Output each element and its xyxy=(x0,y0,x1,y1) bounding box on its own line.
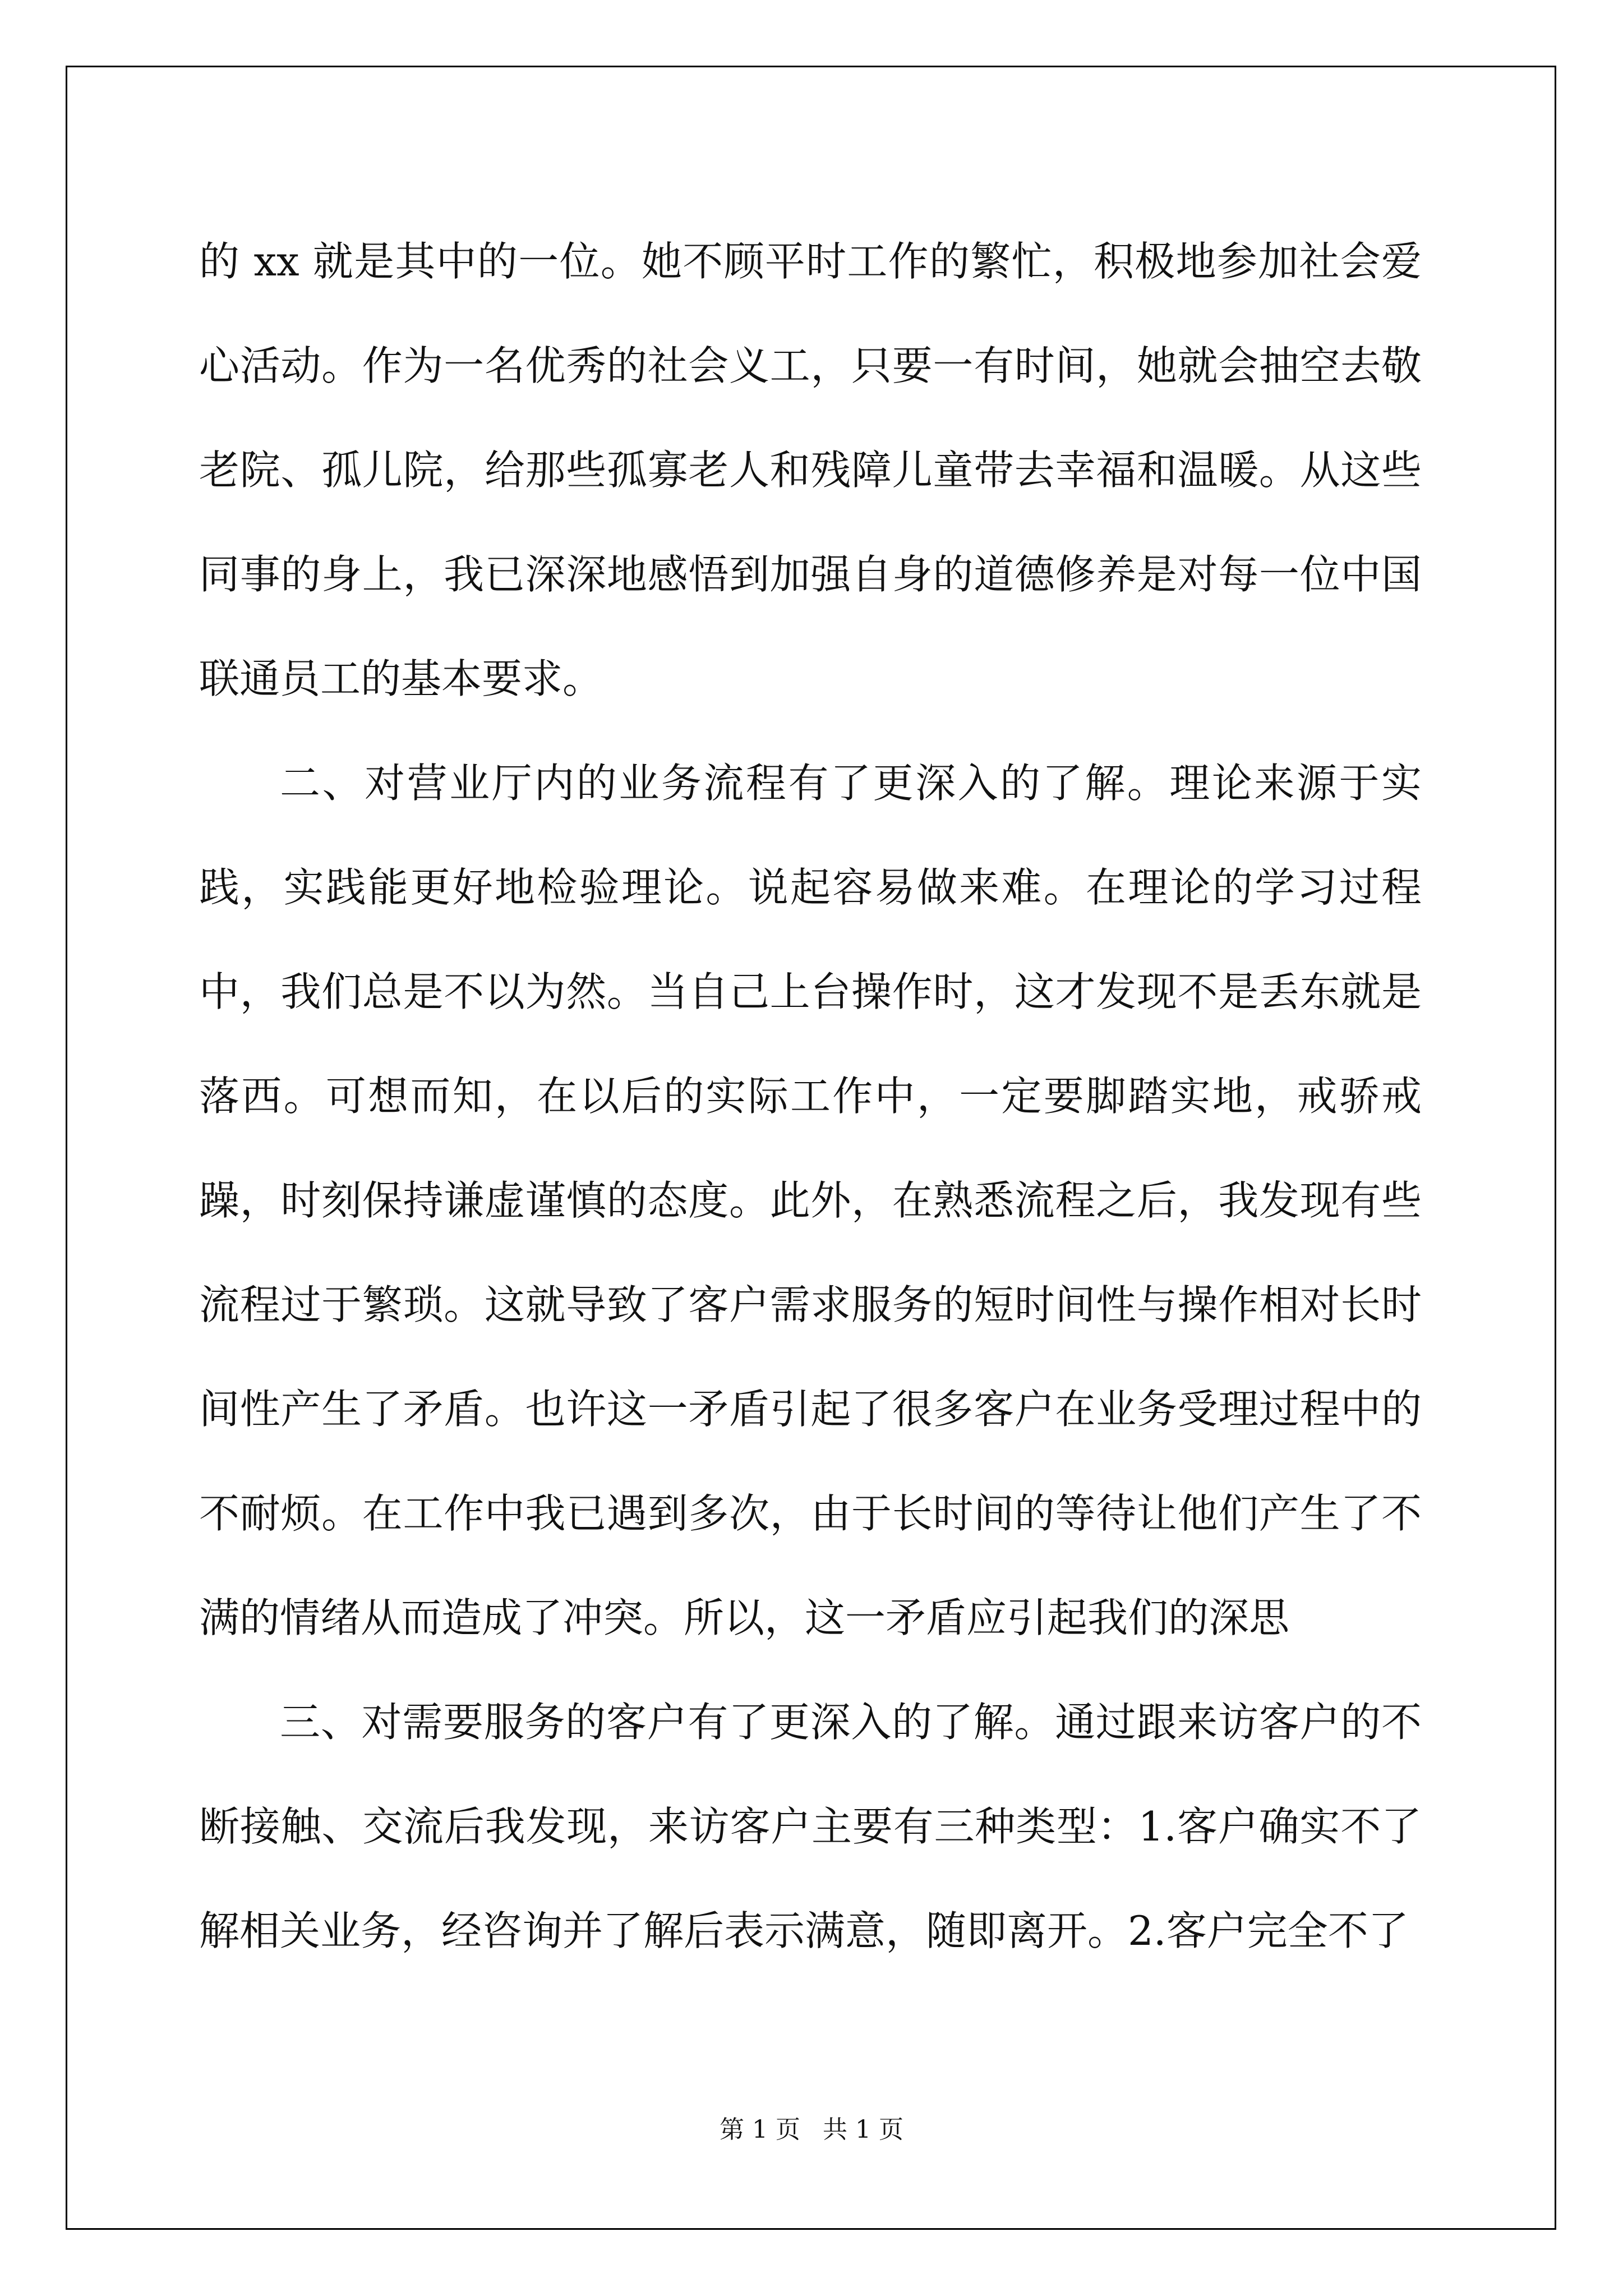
paragraph-3: 三、对需要服务的客户有了更深入的了解。通过跟来访客户的不断接触、交流后我发现，来访客户主要有三种类型：1.客户确实不了解相关业务，经咨询并了解后表示满意，随即离开。2.客户完全不了 xyxy=(199,1699,1422,1954)
document-body xyxy=(199,209,1422,1983)
page-footer xyxy=(0,2113,1623,2147)
page-number: 第 1 页 xyxy=(720,2115,800,2144)
page-total: 共 1 页 xyxy=(823,2115,903,2144)
paragraph-1: 的 xx 就是其中的一位。她不顾平时工作的繁忙，积极地参加社会爱心活动。作为一名优秀的社会义工，只要一有时间，她就会抽空去敬老院、孤儿院，给那些孤寡老人和残障儿童带去幸福和温暖。从这些同事的身上，我已深深地感悟到加强自身的道德修养是对每一位中国联通员工的基本要求。 xyxy=(199,238,1422,702)
paragraph-2: 二、对营业厅内的业务流程有了更深入的了解。理论来源于实践，实践能更好地检验理论。说起容易做来难。在理论的学习过程中，我们总是不以为然。当自己上台操作时，这才发现不是丢东就是落西。可想而知，在以后的实际工作中，一定要脚踏实地，戒骄戒躁，时刻保持谦虚谨慎的态度。此外，在熟悉流程之后，我发现有些流程过于繁琐。这就导致了客户需求服务的短时间性与操作相对长时间性产生了矛盾。也许这一矛盾引起了很多客户在业务受理过程中的不耐烦。在工作中我已遇到多次，由于长时间的等待让他们产生了不满的情绪从而造成了冲突。所以，这一矛盾应引起我们的深思 xyxy=(199,760,1422,1641)
